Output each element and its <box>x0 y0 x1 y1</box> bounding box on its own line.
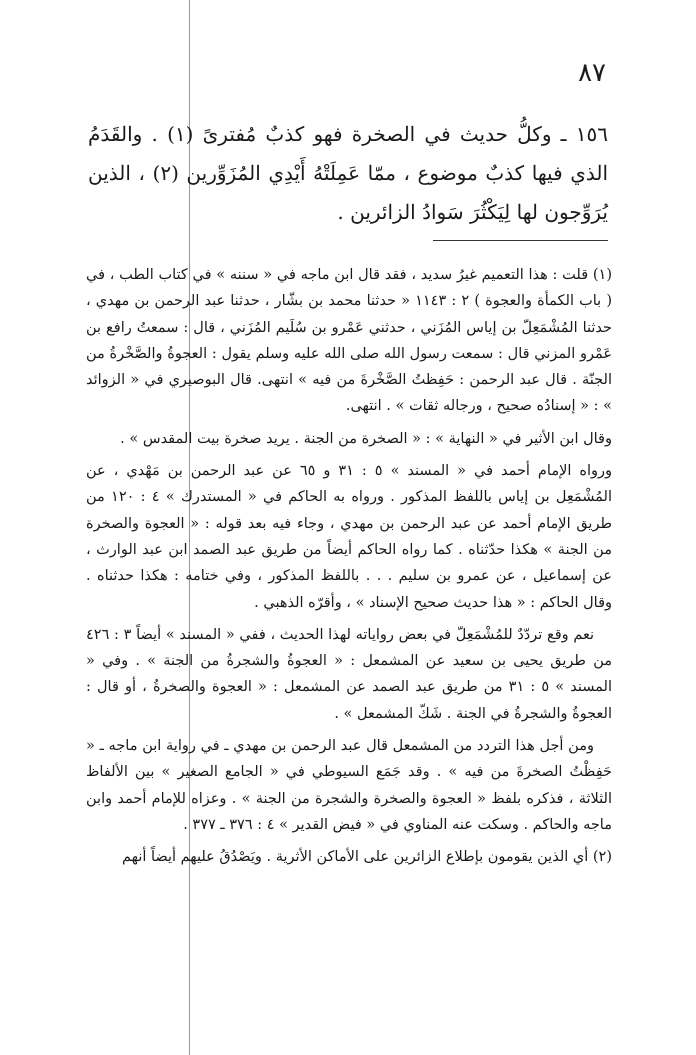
footnote-2: (٢) أي الذين يقومون بإطلاع الزائرين على الأماكن الأثرية . ويَصْدُقُ عليهم أيضاً أنهم <box>121 849 612 866</box>
footnote-1-paragraph-5: ومن أجل هذا التردد من المشمعل قال عبد الرحمن بن مهدي ـ في رواية ابن ماجه ـ « حَفِظْتُ الصخرةَ من فيه » . وقد جَمَع السيوطي في « الجامع الصغير » بين الألفاظ الثلاثة ، فذكره بلفظ « العجوة والصخرة والشجرة من الجنة » . وعزاه للإمام أحمد وابن ماجه والحاكم . وسكت عنه المناوي في « فيض القدير » ٤ : ٣٧٦ ـ ٣٧٧ . <box>86 738 612 833</box>
main-text <box>88 115 608 232</box>
page-number: ٨٧ <box>578 58 606 88</box>
footnotes <box>86 262 612 877</box>
footnote-1-paragraph-4: نعم وقع تردّدٌ للمُشْمَعِلّ في بعض رواياته لهذا الحديث ، ففي « المسند » أيضاً ٣ : ٤٢٦ من طريق يحيى بن سعيد عن المشمعل : « العجوةُ والشجرةُ من الجنة » . وفي « المسند » ٥ : ٣١ من طريق عبد الصمد عن المشمعل : « العجوة والصخرةُ ، أو قال : العجوةُ والشجرةُ في الجنة . شَكّ المشمعل » . <box>86 626 613 722</box>
footnote-separator <box>433 240 608 241</box>
footnote-1-paragraph-3: ورواه الإمام أحمد في « المسند » ٥ : ٣١ و ٦٥ عن عبد الرحمن بن مَهْدي ، عن المُشْمَعِل بن إياس باللفظ المذكور . ورواه به الحاكم في « المستدرك » ٤ : ١٢٠ من طريق الإمام أحمد عن عبد الرحمن بن مهدي ، وجاء فيه بعد قوله : « العجوة والصخرة من الجنة » هكذا حدّثناه . كما رواه الحاكم أيضاً من طريق عبد الصمد ابن عبد الوارث ، عن إسماعيل ، عن عمرو بن سليم . . . باللفظ المذكور ، وفي ختامه : هكذا حدثناه . وقال الحاكم : « هذا حديث صحيح الإسناد » ، وأقرّه الذهبي . <box>86 463 612 611</box>
footnote-1-paragraph-1: (١) قلت : هذا التعميم غيرُ سديد ، فقد قال ابن ماجه في « سننه » في كتاب الطب ، في ( باب الكمأة والعجوة ) ٢ : ١١٤٣ « حدثنا محمد بن بشّار ، حدثنا عبد الرحمن بن مهدي ، حدثنا المُشْمَعِلّ بن إياس المُزَني ، حدثني عَمْرو بن سُلَيم المُزَني ، قال : سمعتُ رافع بن عَمْرو المزني قال : سمعت رسول الله صلى الله عليه وسلم يقول : العجوةُ والصَّخْرةُ من الجنّة . قال عبد الرحمن : حَفِظتُ الصَّخْرةَ من فيه » انتهى. قال البوصيري في « الزوائد » : « إسنادُه صحيح ، ورجاله ثقات » . انتهى. <box>86 267 612 415</box>
main-paragraph: ١٥٦ ـ وكلُّ حديث في الصخرة فهو كذبٌ مُفترىً (١) . والقَدَمُ الذي فيها كذبٌ موضوع ، ممّا عَمِلَتْهُ أَيْدِي المُزَوِّرين (٢) ، الذين يُرَوِّجون لها لِيَكْثُرَ سَوادُ الزائرين . <box>88 122 609 224</box>
footnote-1-paragraph-2: وقال ابن الأثير في « النهاية » : « الصخرة من الجنة . يريد صخرة بيت المقدس » . <box>120 430 612 447</box>
